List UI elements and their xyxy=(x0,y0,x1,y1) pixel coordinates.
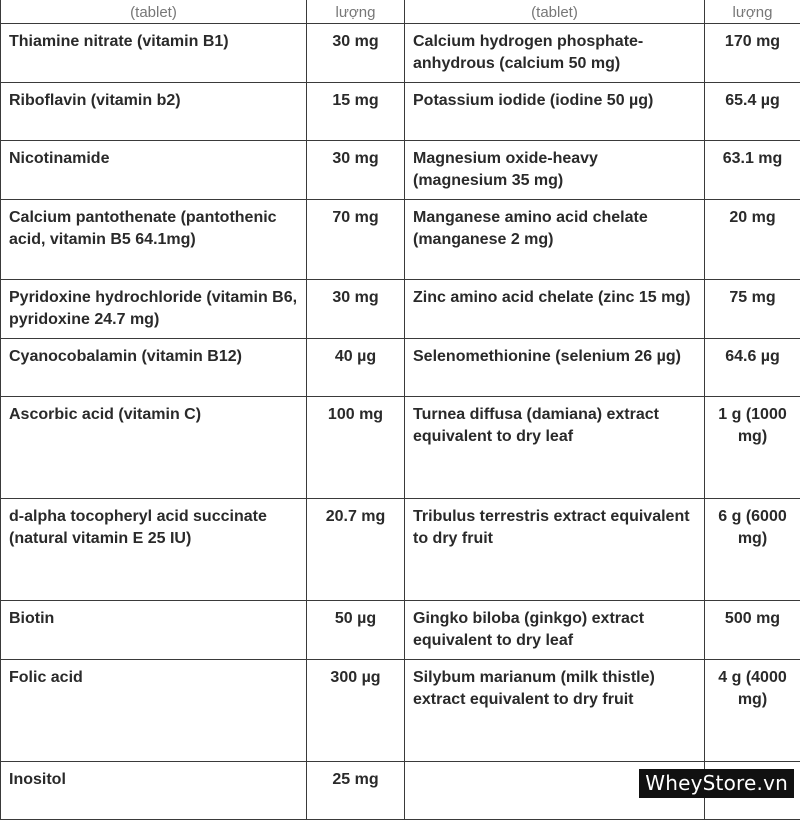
ingredient-amount: 75 mg xyxy=(705,280,800,339)
ingredient-amount: 1 g (1000 mg) xyxy=(705,397,800,499)
watermark-logo: WheyStore.vn xyxy=(639,769,794,798)
ingredient-name: Gingko biloba (ginkgo) extract equivalent to dry leaf xyxy=(405,601,705,660)
header-ingredient-2: (tablet) xyxy=(405,0,705,24)
ingredient-amount: 40 µg xyxy=(307,339,405,397)
ingredient-amount: 15 mg xyxy=(307,83,405,141)
ingredient-name: Nicotinamide xyxy=(1,141,307,200)
header-amount-1: lượng xyxy=(307,0,405,24)
ingredient-amount: 300 µg xyxy=(307,660,405,762)
ingredient-name: d-alpha tocopheryl acid succinate (natural vitamin E 25 IU) xyxy=(1,499,307,601)
ingredient-name: Magnesium oxide-heavy (magnesium 35 mg) xyxy=(405,141,705,200)
table-row xyxy=(1,200,800,280)
table-row xyxy=(1,397,800,499)
ingredient-name: Manganese amino acid chelate (manganese 2 mg) xyxy=(405,200,705,280)
ingredient-amount: 20 mg xyxy=(705,200,800,280)
table-row xyxy=(1,601,800,660)
table-row xyxy=(1,24,800,83)
ingredient-amount: 30 mg xyxy=(307,24,405,83)
table-row xyxy=(1,339,800,397)
ingredient-name: Riboflavin (vitamin b2) xyxy=(1,83,307,141)
ingredient-name: Cyanocobalamin (vitamin B12) xyxy=(1,339,307,397)
ingredient-name: Potassium iodide (iodine 50 µg) xyxy=(405,83,705,141)
ingredient-name: Calcium hydrogen phosphate-anhydrous (calcium 50 mg) xyxy=(405,24,705,83)
ingredient-name: Calcium pantothenate (pantothenic acid, vitamin B5 64.1mg) xyxy=(1,200,307,280)
ingredient-amount: 4 g (4000 mg) xyxy=(705,660,800,762)
table-row xyxy=(1,660,800,762)
ingredient-amount: 70 mg xyxy=(307,200,405,280)
table-row xyxy=(1,280,800,339)
ingredient-name: Inositol xyxy=(1,762,307,820)
ingredient-name: Pyridoxine hydrochloride (vitamin B6, pyridoxine 24.7 mg) xyxy=(1,280,307,339)
ingredient-name: Turnea diffusa (damiana) extract equivalent to dry leaf xyxy=(405,397,705,499)
ingredient-amount: 63.1 mg xyxy=(705,141,800,200)
ingredient-name: Silybum marianum (milk thistle) extract equivalent to dry fruit xyxy=(405,660,705,762)
ingredient-name: Zinc amino acid chelate (zinc 15 mg) xyxy=(405,280,705,339)
ingredient-amount: 30 mg xyxy=(307,141,405,200)
header-ingredient-1: (tablet) xyxy=(1,0,307,24)
ingredient-amount: 20.7 mg xyxy=(307,499,405,601)
ingredient-amount: 25 mg xyxy=(307,762,405,820)
ingredient-name: Folic acid xyxy=(1,660,307,762)
ingredient-name: Selenomethionine (selenium 26 µg) xyxy=(405,339,705,397)
ingredient-amount: 50 µg xyxy=(307,601,405,660)
ingredient-amount: 500 mg xyxy=(705,601,800,660)
ingredient-amount: 100 mg xyxy=(307,397,405,499)
ingredient-amount: 170 mg xyxy=(705,24,800,83)
table-header-row xyxy=(1,0,800,24)
table-row xyxy=(1,141,800,200)
table-row xyxy=(1,83,800,141)
ingredient-name: Tribulus terrestris extract equivalent to dry fruit xyxy=(405,499,705,601)
header-amount-2: lượng xyxy=(705,0,800,24)
ingredient-amount: 30 mg xyxy=(307,280,405,339)
ingredient-amount: 64.6 µg xyxy=(705,339,800,397)
ingredient-name: Thiamine nitrate (vitamin B1) xyxy=(1,24,307,83)
ingredient-name: Biotin xyxy=(1,601,307,660)
ingredient-amount: 6 g (6000 mg) xyxy=(705,499,800,601)
ingredient-amount: 65.4 µg xyxy=(705,83,800,141)
table-row xyxy=(1,499,800,601)
ingredient-name: Ascorbic acid (vitamin C) xyxy=(1,397,307,499)
